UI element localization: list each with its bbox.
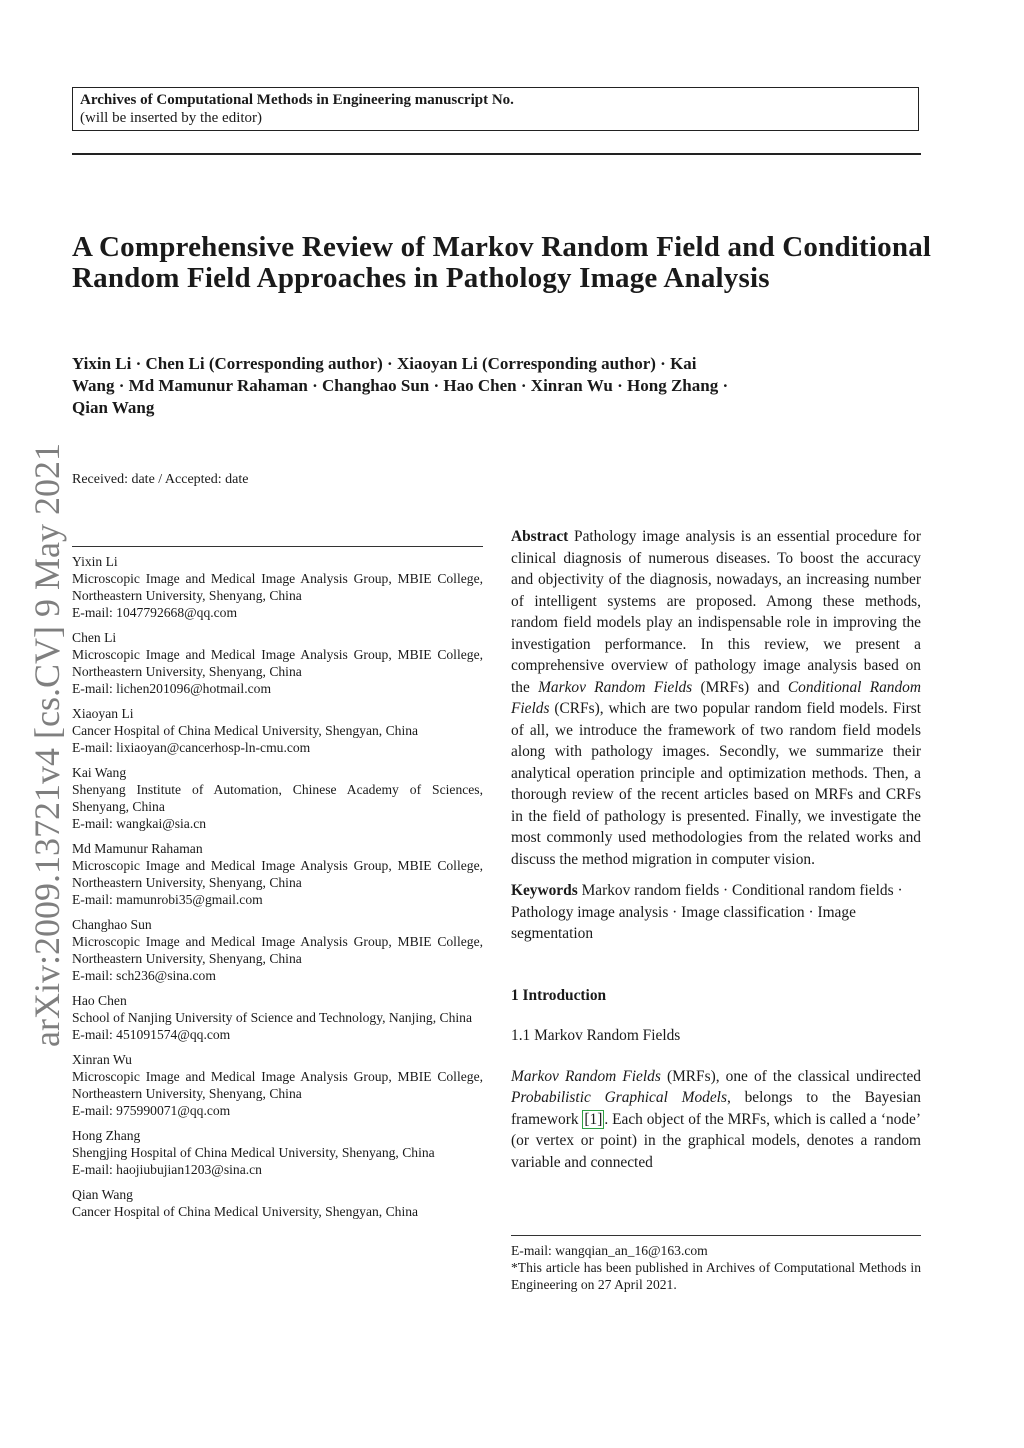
footnote-note: *This article has been published in Archives of Computational Methods in Engineering on 27 April 2021. xyxy=(511,1260,921,1292)
affiliation-name: Md Mamunur Rahaman xyxy=(72,841,203,856)
affiliation-block xyxy=(72,992,483,1043)
affiliation-name: Hao Chen xyxy=(72,993,127,1008)
affiliation-name: Hong Zhang xyxy=(72,1128,141,1143)
citation-link[interactable]: [1] xyxy=(584,1110,603,1128)
affiliation-email: E-mail: 451091574@qq.com xyxy=(72,1027,231,1042)
arxiv-stamp: arXiv:2009.13721v4 [cs.CV] 9 May 2021 xyxy=(27,443,67,1047)
affiliation-email: E-mail: wangkai@sia.cn xyxy=(72,816,207,831)
affiliation-block xyxy=(72,553,483,621)
intro-text: (MRFs), one of the classical undirected xyxy=(666,1067,921,1085)
affiliation-institution: Cancer Hospital of China Medical University, Shengyan, China xyxy=(72,723,419,738)
intro-text: . Each object of the MRFs, which is called a ‘node’ (or vertex or point) in the graphical models, denotes a random variable and connected xyxy=(511,1110,921,1171)
abstract-text: (MRFs) and xyxy=(700,678,780,696)
affiliation-name: Xinran Wu xyxy=(72,1052,132,1067)
received-date: Received: date / Accepted: date xyxy=(72,472,249,487)
author-list: Yixin Li · Chen Li (Corresponding author) · Xiaoyan Li (Corresponding author) · Kai Wang · Md Mamunur Rahaman · Changhao Sun · Hao Chen · Xinran Wu · Hong Zhang · Qian Wang xyxy=(72,354,729,417)
keywords-label: Keywords xyxy=(511,882,578,899)
header-rule xyxy=(72,153,921,155)
journal-header-box xyxy=(72,87,919,131)
affiliation-email: E-mail: 975990071@qq.com xyxy=(72,1103,231,1118)
keywords-text: Markov random fields · Conditional random fields · Pathology image analysis · Image classification · Image segmentation xyxy=(511,882,903,942)
affiliation-institution: Microscopic Image and Medical Image Analysis Group, MBIE College, Northeastern University, Shenyang, China xyxy=(72,647,483,679)
abstract xyxy=(511,526,921,870)
abstract-label: Abstract xyxy=(511,528,569,545)
affiliation-institution: Shengjing Hospital of China Medical University, Shenyang, China xyxy=(72,1145,435,1160)
affiliations xyxy=(72,553,483,1228)
subsection-heading: 1.1 Markov Random Fields xyxy=(511,1027,681,1044)
affiliation-name: Yixin Li xyxy=(72,554,118,569)
footnote-rule xyxy=(511,1235,921,1236)
affiliation-block xyxy=(72,916,483,984)
affiliation-name: Kai Wang xyxy=(72,765,127,780)
affiliation-email: E-mail: 1047792668@qq.com xyxy=(72,605,238,620)
affiliation-institution: Microscopic Image and Medical Image Analysis Group, MBIE College, Northeastern University, Shenyang, China xyxy=(72,934,483,966)
affiliation-email: E-mail: haojiubujian1203@sina.cn xyxy=(72,1162,262,1177)
intro-mrf-term: Markov Random Fields xyxy=(511,1067,661,1085)
keywords xyxy=(511,880,921,945)
abstract-mrf-term: Markov Random Fields xyxy=(538,678,693,696)
right-column xyxy=(511,526,921,1173)
abstract-text: (CRFs), which are two popular random field models. First of all, we introduce the framework of two random field models along with pathology images. Secondly, we summarize their analytical operation principle and optimization methods. Then, a thorough review of the recent articles based on MRFs and CRFs in the field of pathology is presented. Finally, we investigate the most commonly used methodologies from the related works and discuss the method migration in computer vision. xyxy=(511,700,921,868)
affiliation-block xyxy=(72,705,483,756)
affiliation-block xyxy=(72,1186,483,1220)
affiliation-email: E-mail: lixiaoyan@cancerhosp-ln-cmu.com xyxy=(72,740,311,755)
affiliation-institution: Cancer Hospital of China Medical University, Shengyan, China xyxy=(72,1204,419,1219)
affiliation-block xyxy=(72,629,483,697)
intro-pgm-term: Probabilistic Graphical Models xyxy=(511,1089,727,1106)
affiliation-name: Chen Li xyxy=(72,630,117,645)
journal-name: Archives of Computational Methods in Engineering manuscript No. xyxy=(80,92,514,108)
footnote xyxy=(511,1242,921,1293)
affiliation-rule xyxy=(72,546,483,547)
section-heading: 1 Introduction xyxy=(511,986,607,1004)
intro-text: , belongs to the Bayesian framework xyxy=(511,1089,921,1128)
footnote-email: E-mail: wangqian_an_16@163.com xyxy=(511,1243,708,1258)
affiliation-institution: Microscopic Image and Medical Image Analysis Group, MBIE College, Northeastern University, Shenyang, China xyxy=(72,1069,483,1101)
affiliation-institution: Shenyang Institute of Automation, Chinese Academy of Sciences, Shenyang, China xyxy=(72,782,483,814)
affiliation-name: Xiaoyan Li xyxy=(72,706,134,721)
affiliation-email: E-mail: mamunrobi35@gmail.com xyxy=(72,892,263,907)
paper-title: A Comprehensive Review of Markov Random Field and Conditional Random Field Approaches in Pathology Image Analysis xyxy=(72,231,932,294)
affiliation-institution: Microscopic Image and Medical Image Analysis Group, MBIE College, Northeastern University, Shenyang, China xyxy=(72,858,483,890)
affiliation-institution: Microscopic Image and Medical Image Analysis Group, MBIE College, Northeastern University, Shenyang, China xyxy=(72,571,483,603)
affiliation-block xyxy=(72,1127,483,1178)
affiliation-name: Changhao Sun xyxy=(72,917,152,932)
abstract-text: Pathology image analysis is an essential procedure for clinical diagnosis of numerous diseases. To boost the accuracy and objectivity of the diagnosis, nowadays, an increasing number of intelligent systems are proposed. Among these methods, random field models play an indispensable role in improving the investigation performance. In this review, we present a comprehensive overview of pathology image analysis based on the xyxy=(511,528,921,696)
affiliation-name: Qian Wang xyxy=(72,1187,133,1202)
affiliation-email: E-mail: sch236@sina.com xyxy=(72,968,216,983)
abstract-crf-term: Conditional Random Fields xyxy=(511,678,921,717)
affiliation-block xyxy=(72,1051,483,1119)
intro-paragraph xyxy=(511,1066,921,1174)
affiliation-block xyxy=(72,840,483,908)
journal-note: (will be inserted by the editor) xyxy=(80,110,263,126)
affiliation-block xyxy=(72,764,483,832)
affiliation-institution: School of Nanjing University of Science and Technology, Nanjing, China xyxy=(72,1010,472,1025)
affiliation-email: E-mail: lichen201096@hotmail.com xyxy=(72,681,272,696)
